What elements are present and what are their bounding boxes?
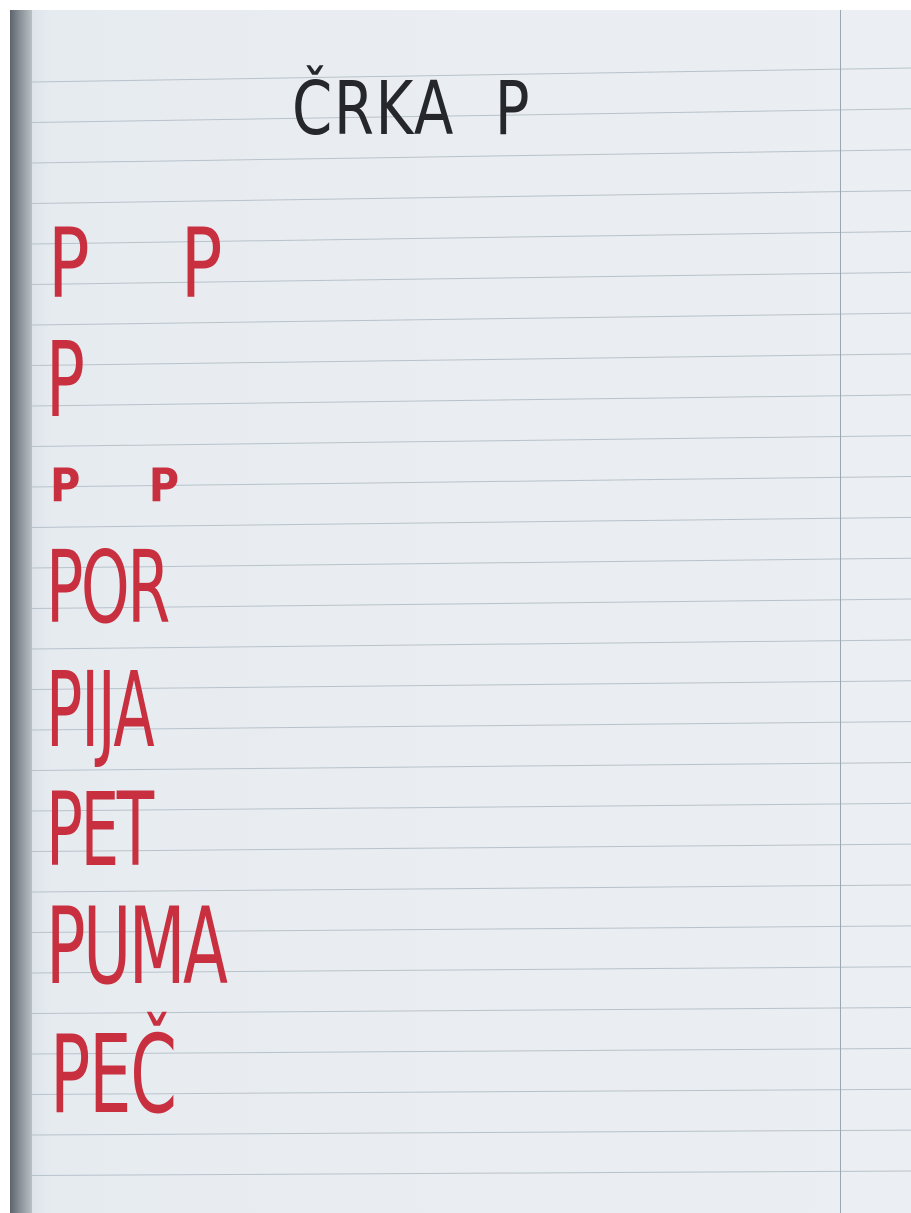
word-line-6: PET: [46, 771, 152, 890]
ruled-line: [32, 844, 911, 851]
word-line-1: P P: [48, 208, 258, 320]
word-line-2: P: [46, 319, 85, 441]
word-line-7: PUMA: [46, 885, 226, 1008]
word-line-4: POR: [46, 529, 168, 646]
page-title: ČRKA P: [292, 66, 532, 152]
ruled-line: [32, 681, 911, 690]
ruled-line: [32, 395, 911, 406]
ruled-line: [32, 517, 911, 527]
notebook-page: [10, 10, 911, 1213]
ruled-line: [32, 191, 911, 204]
word-line-5: PIJA: [46, 649, 154, 771]
ruled-line: [32, 1171, 911, 1176]
ruled-line: [32, 354, 911, 366]
ruled-line: [32, 763, 911, 771]
ruled-line: [32, 803, 911, 811]
ruled-line: [32, 722, 911, 730]
ruled-line: [32, 436, 911, 447]
notebook-spine: [10, 10, 32, 1213]
word-line-3: P P: [50, 458, 207, 512]
margin-line: [840, 10, 841, 1213]
word-line-8: PEČ: [50, 1013, 176, 1138]
